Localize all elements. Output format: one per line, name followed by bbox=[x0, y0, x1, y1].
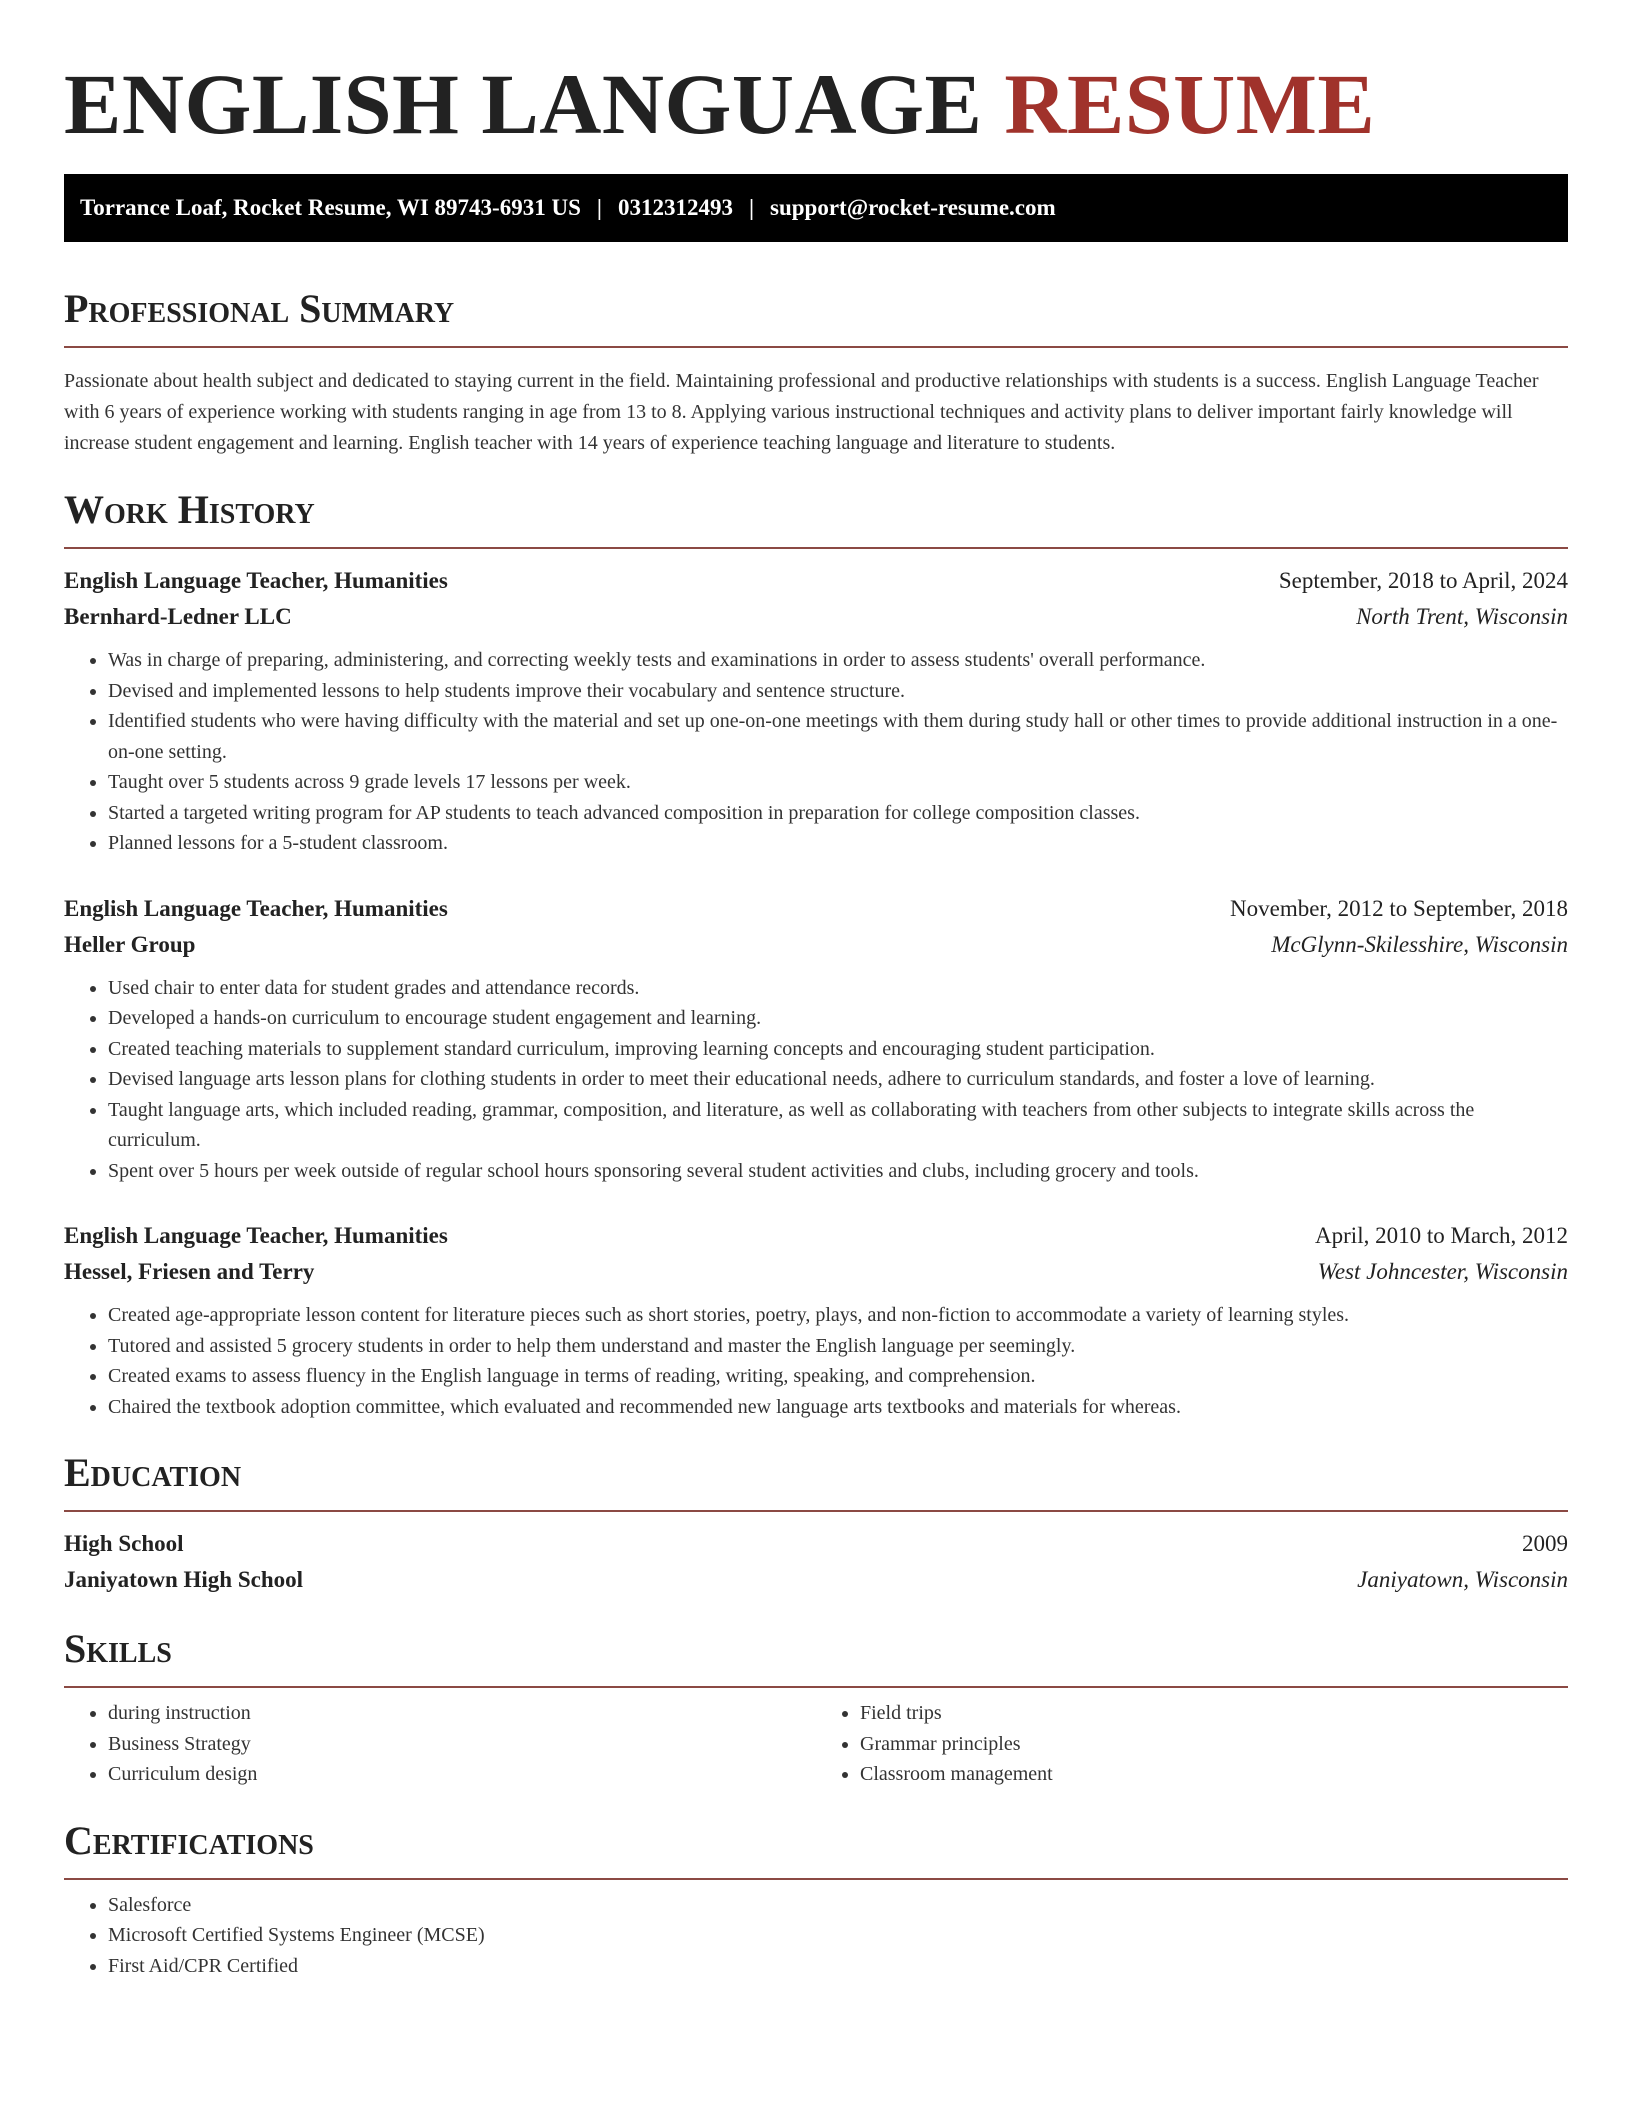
list-item: • First Aid/CPR Certified bbox=[108, 1951, 1568, 1982]
job-title: English Language Teacher, Humanities bbox=[64, 568, 448, 593]
list-item: • Started a targeted writing program for AP students to teach advanced composition in preparation for college composition classes. bbox=[108, 798, 1568, 829]
skills-section bbox=[64, 1624, 1568, 1790]
job-header-row bbox=[64, 563, 1568, 599]
job-bullets bbox=[64, 973, 1568, 1187]
list-item: • Classroom management bbox=[860, 1759, 1568, 1790]
section-divider bbox=[64, 1510, 1568, 1512]
list-item: • Chaired the textbook adoption committee, which evaluated and recommended new language arts textbooks and materials for whereas. bbox=[108, 1392, 1568, 1423]
job-location: West Johncester, Wisconsin bbox=[1317, 1259, 1568, 1284]
education-school-row bbox=[64, 1562, 1568, 1598]
job-header-row bbox=[64, 1218, 1568, 1254]
contact-email: support@rocket-resume.com bbox=[770, 195, 1056, 220]
education-location: Janiyatown, Wisconsin bbox=[1357, 1567, 1568, 1592]
list-item: • Identified students who were having difficulty with the material and set up one-on-one meetings with them during study hall or other times to provide additional instruction in a one-on-one setting. bbox=[108, 706, 1568, 767]
list-item: • Created teaching materials to supplement standard curriculum, improving learning concepts and encouraging student participation. bbox=[108, 1034, 1568, 1065]
title-main: ENGLISH LANGUAGE bbox=[64, 56, 983, 152]
job-company: Hessel, Friesen and Terry bbox=[64, 1259, 315, 1284]
contact-address: Torrance Loaf, Rocket Resume, WI 89743-6931 US bbox=[80, 195, 581, 220]
list-item: • Business Strategy bbox=[108, 1729, 816, 1760]
list-item: • Tutored and assisted 5 grocery students in order to help them understand and master the English language per seemingly. bbox=[108, 1331, 1568, 1362]
section-divider bbox=[64, 547, 1568, 549]
list-item: • Microsoft Certified Systems Engineer (MCSE) bbox=[108, 1920, 1568, 1951]
section-heading-summary: Professional Summary bbox=[64, 286, 455, 331]
job-header-row bbox=[64, 891, 1568, 927]
education-year: 2009 bbox=[1522, 1531, 1568, 1556]
job-bullets bbox=[64, 645, 1568, 859]
title-accent: RESUME bbox=[1004, 56, 1376, 152]
job-company: Heller Group bbox=[64, 931, 196, 957]
job-entry bbox=[64, 1218, 1568, 1422]
education-degree: High School bbox=[64, 1531, 184, 1556]
resume-title bbox=[64, 58, 1568, 150]
job-entry bbox=[64, 563, 1568, 859]
job-dates: November, 2012 to September, 2018 bbox=[1230, 895, 1568, 921]
section-heading-education: Education bbox=[64, 1450, 242, 1495]
education-degree-row bbox=[64, 1526, 1568, 1562]
list-item: • Taught over 5 students across 9 grade levels 17 lessons per week. bbox=[108, 767, 1568, 798]
list-item: • Created exams to assess fluency in the English language in terms of reading, writing, speaking, and comprehension. bbox=[108, 1361, 1568, 1392]
job-company-row bbox=[64, 927, 1568, 963]
job-location: North Trent, Wisconsin bbox=[1356, 604, 1568, 629]
list-item: • Created age-appropriate lesson content for literature pieces such as short stories, poetry, plays, and non-fiction to accommodate a variety of learning styles. bbox=[108, 1300, 1568, 1331]
contact-phone: 0312312493 bbox=[617, 195, 733, 220]
job-company-row bbox=[64, 1254, 1568, 1290]
summary-text: Passionate about health subject and dedicated to staying current in the field. Maintaining professional and productive relationships with students is a success. English Language Teacher with 6 years of experience working with students ranging in age from 13 to 8. Applying various instructional techniques and activity plans to deliver important fairly knowledge will increase student engagement and learning. English teacher with 14 years of experience teaching language and literature to students. bbox=[64, 370, 1539, 454]
section-heading-work: Work History bbox=[64, 487, 315, 532]
list-item: • Spent over 5 hours per week outside of regular school hours sponsoring several student activities and clubs, including grocery and tools. bbox=[108, 1156, 1568, 1187]
list-item: • Salesforce bbox=[108, 1890, 1568, 1921]
certifications-list bbox=[64, 1890, 1568, 1982]
section-heading-skills: Skills bbox=[64, 1626, 172, 1671]
job-dates: April, 2010 to March, 2012 bbox=[1315, 1223, 1568, 1248]
job-location: McGlynn-Skilesshire, Wisconsin bbox=[1271, 931, 1568, 957]
list-item: • during instruction bbox=[108, 1698, 816, 1729]
section-divider bbox=[64, 346, 1568, 348]
education-section bbox=[64, 1448, 1568, 1598]
certifications-section bbox=[64, 1816, 1568, 1982]
job-entry bbox=[64, 891, 1568, 1187]
section-divider bbox=[64, 1878, 1568, 1880]
list-item: • Used chair to enter data for student grades and attendance records. bbox=[108, 973, 1568, 1004]
job-company-row bbox=[64, 599, 1568, 635]
job-title: English Language Teacher, Humanities bbox=[64, 1223, 448, 1248]
job-company: Bernhard-Ledner LLC bbox=[64, 604, 292, 629]
contact-bar bbox=[64, 174, 1568, 242]
list-item: • Grammar principles bbox=[860, 1729, 1568, 1760]
job-title: English Language Teacher, Humanities bbox=[64, 895, 448, 921]
section-heading-certifications: Certifications bbox=[64, 1817, 314, 1863]
list-item: • Planned lessons for a 5-student classroom. bbox=[108, 828, 1568, 859]
summary-section bbox=[64, 284, 1568, 459]
list-item: • Taught language arts, which included reading, grammar, composition, and literature, as well as collaborating with teachers from other subjects to integrate skills across the curriculum. bbox=[108, 1095, 1568, 1156]
list-item: • Devised language arts lesson plans for clothing students in order to meet their educational needs, adhere to curriculum standards, and foster a love of learning. bbox=[108, 1064, 1568, 1095]
contact-separator: | bbox=[748, 195, 755, 220]
education-school: Janiyatown High School bbox=[64, 1567, 303, 1592]
list-item: • Developed a hands-on curriculum to encourage student engagement and learning. bbox=[108, 1003, 1568, 1034]
list-item: • Devised and implemented lessons to help students improve their vocabulary and sentence structure. bbox=[108, 676, 1568, 707]
skills-list-left bbox=[64, 1698, 816, 1790]
resume-page bbox=[64, 0, 1568, 1981]
job-bullets bbox=[64, 1300, 1568, 1422]
work-section bbox=[64, 485, 1568, 1422]
list-item: • Field trips bbox=[860, 1698, 1568, 1729]
job-dates: September, 2018 to April, 2024 bbox=[1278, 568, 1568, 593]
list-item: • Was in charge of preparing, administering, and correcting weekly tests and examinations in order to assess students' overall performance. bbox=[108, 645, 1568, 676]
list-item: • Curriculum design bbox=[108, 1759, 816, 1790]
skills-list-right bbox=[816, 1698, 1568, 1790]
skills-grid bbox=[64, 1688, 1568, 1790]
education-entry bbox=[64, 1526, 1568, 1598]
contact-separator: | bbox=[596, 195, 602, 220]
